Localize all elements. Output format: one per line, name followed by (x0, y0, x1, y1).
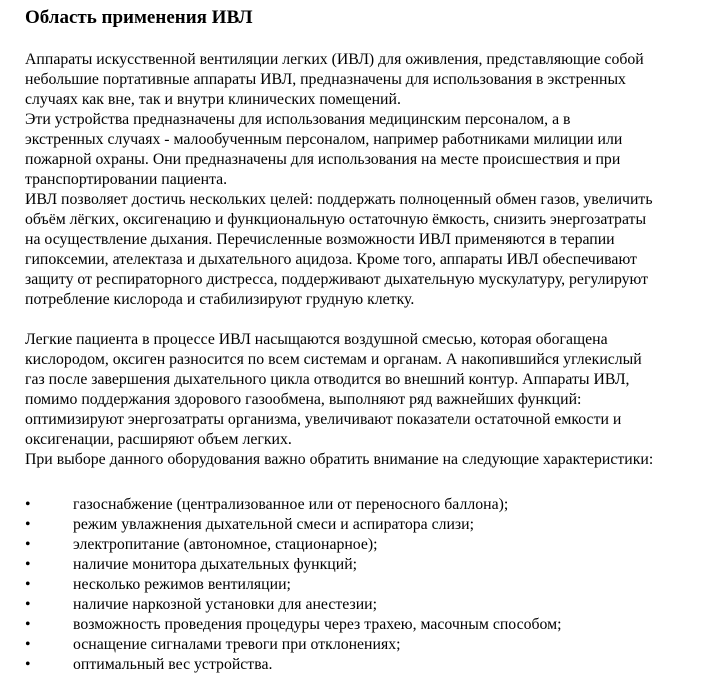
list-item (25, 595, 725, 615)
list-item (25, 535, 725, 555)
paragraph-intro: Аппараты искусственной вентиляции легких (ИВЛ) для оживления, представляющие собой небольшие портативные аппараты ИВЛ, предназначены для использования в экстренных случаях как вне, так и внутри клинических помещений. (25, 51, 644, 108)
list-item (25, 515, 725, 535)
bullet-marker: • (25, 496, 31, 513)
paragraph-gas-exchange: Легкие пациента в процессе ИВЛ насыщаются воздушной смесью, которая обогащена кислородом, оксиген разносится по всем системам и органам. А накопившийся углекислый газ после завершения дыхательного цикла отводится во внешний контур. Аппараты ИВЛ, помимо поддержания здорового газообмена, выполняют ряд важнейших функций: оптимизируют энергозатраты организма, увеличивают показатели остаточной емкости и оксигенации, расширяют объем легких. (25, 331, 642, 448)
list-item (25, 655, 725, 675)
paragraph-users: Эти устройства предназначены для использования медицинским персоналом, а в экстренных случаях - малообученным персоналом, например работниками милиции или пожарной охраны. Они предназначены для использования на месте происшествия и при транспортировании пациента. (25, 111, 623, 188)
bullet-marker: • (25, 656, 31, 673)
paragraph-spacer (25, 310, 725, 330)
characteristics-list (25, 495, 725, 675)
bullet-marker: • (25, 536, 31, 553)
list-item-text: возможность проведения процедуры через трахею, масочным способом; (73, 616, 562, 633)
document-body (25, 6, 725, 675)
list-item-text: наличие монитора дыхательных функций; (73, 556, 358, 573)
paragraph-selection-criteria: При выборе данного оборудования важно обратить внимание на следующие характеристики: (25, 451, 654, 468)
list-item-text: режим увлажнения дыхательной смеси и аспиратора слизи; (73, 516, 475, 533)
list-item-text: оснащение сигналами тревоги при отклонениях; (73, 636, 401, 653)
list-item (25, 575, 725, 595)
bullet-marker: • (25, 576, 31, 593)
list-item-text: газоснабжение (централизованное или от переносного баллона); (73, 496, 509, 513)
list-item (25, 615, 725, 635)
list-spacer (25, 470, 725, 495)
bullet-marker: • (25, 636, 31, 653)
bullet-marker: • (25, 556, 31, 573)
list-item (25, 635, 725, 655)
bullet-marker: • (25, 516, 31, 533)
list-item-text: несколько режимов вентиляции; (73, 576, 291, 593)
list-item-text: наличие наркозной установки для анестезии; (73, 596, 377, 613)
list-item (25, 555, 725, 575)
bullet-marker: • (25, 596, 31, 613)
document-title: Область применения ИВЛ (25, 7, 253, 28)
bullet-marker: • (25, 616, 31, 633)
list-item-text: электропитание (автономное, стационарное); (73, 536, 378, 553)
list-item (25, 495, 725, 515)
paragraph-goals: ИВЛ позволяет достичь нескольких целей: поддержать полноценный обмен газов, увеличить объём лёгких, оксигенацию и функциональную остаточную ёмкость, снизить энергозатраты на осуществление дыхания. Перечисленные возможности ИВЛ применяются в терапии гипоксемии, ателектаза и дыхательного ацидоза. Кроме того, аппараты ИВЛ обеспечивают защиту от респираторного дистресса, поддерживают дыхательную мускулатуру, регулируют потребление кислорода и стабилизируют грудную клетку. (25, 191, 653, 308)
list-item-text: оптимальный вес устройства. (73, 656, 273, 673)
